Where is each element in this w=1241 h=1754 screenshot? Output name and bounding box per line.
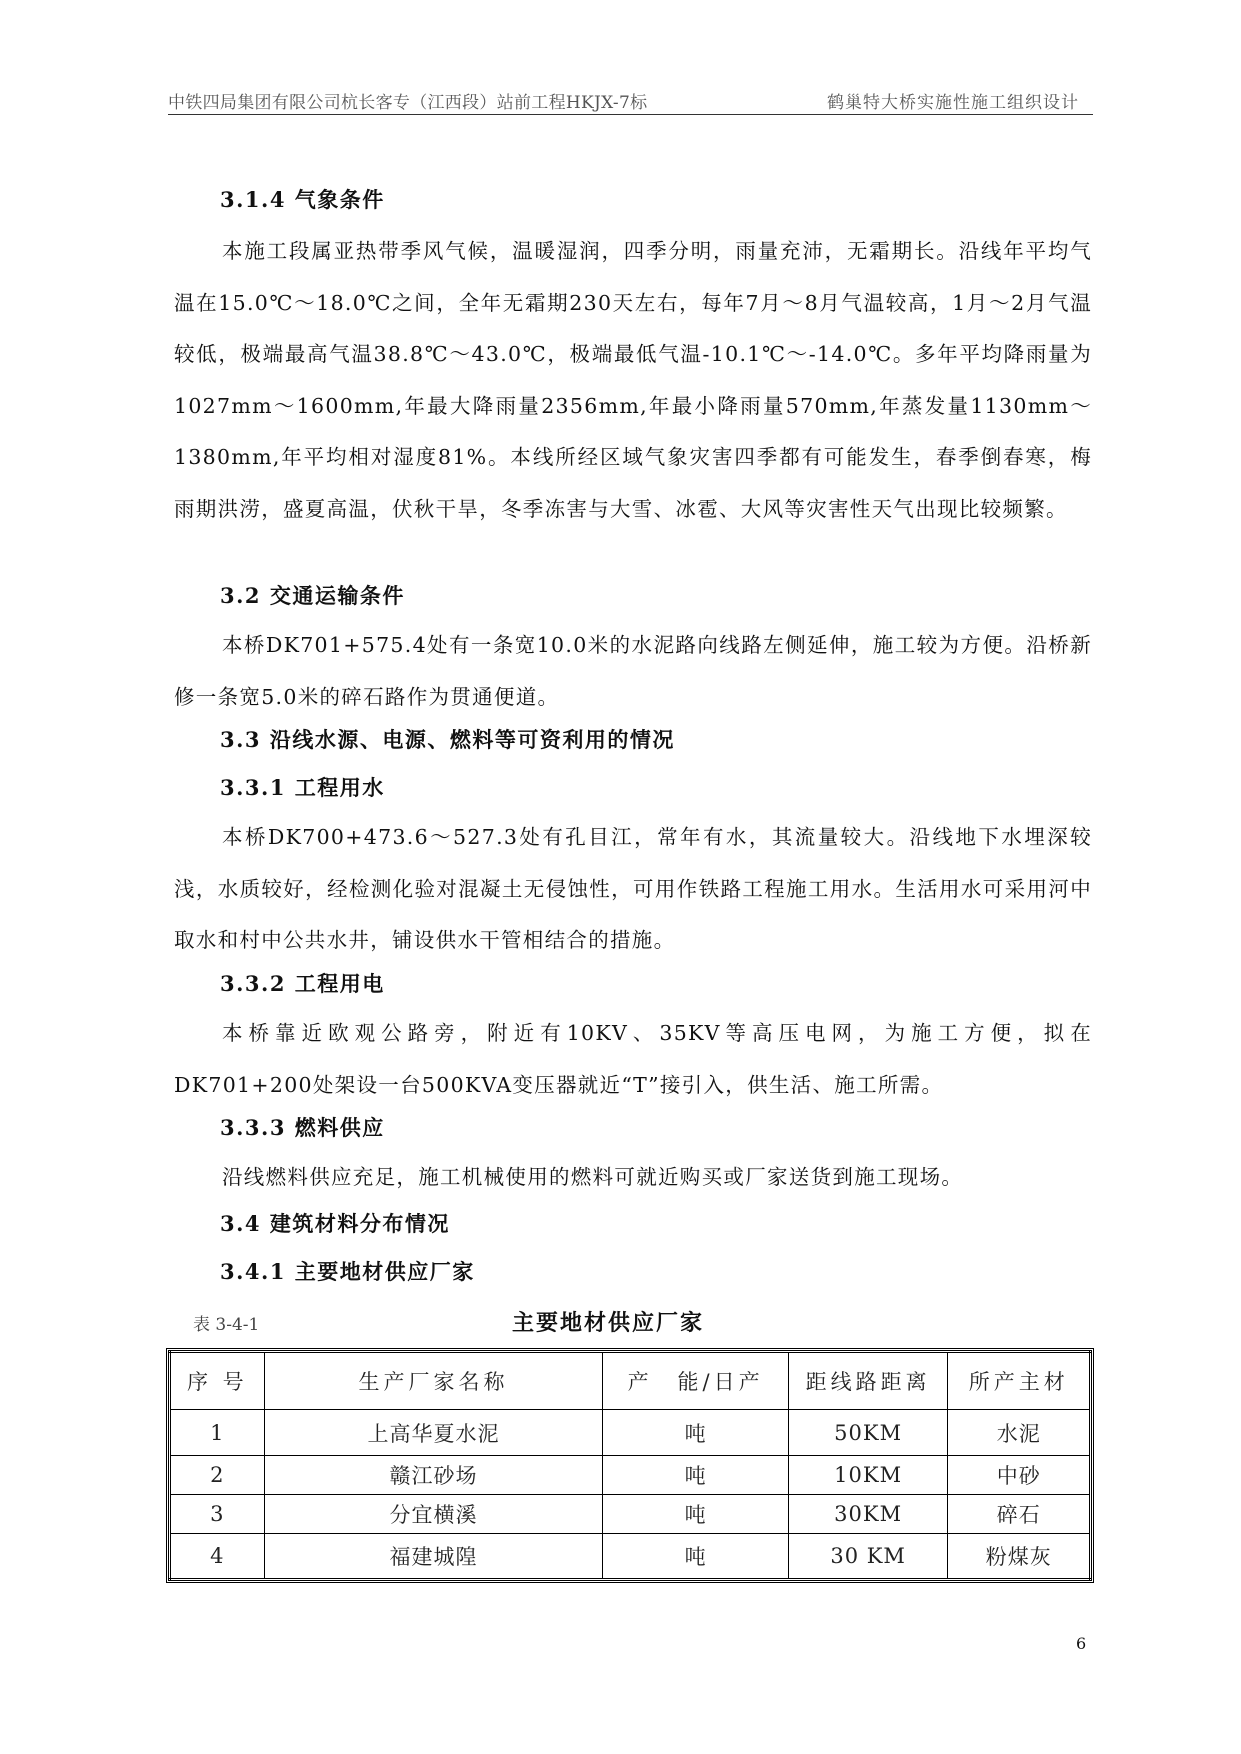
table-title: 主要地材供应厂家 bbox=[512, 1310, 705, 1336]
table-cell: 福建城隍 bbox=[264, 1534, 603, 1580]
heading-3-4-1: 3.4.1 主要地材供应厂家 bbox=[220, 1259, 475, 1284]
table-number: 表 3-4-1 bbox=[193, 1315, 260, 1335]
paragraph-water: 本桥DK700+473.6～527.3处有孔目江，常年有水，其流量较大。沿线地下水埋深较浅，水质较好，经检测化验对混凝土无侵蚀性，可用作铁路工程施工用水。生活用水可采用河中取水和村中公共水井，铺设供水干管相结合的措施。 bbox=[174, 825, 1092, 952]
table-cell: 2 bbox=[170, 1456, 265, 1495]
header-company: 中铁四局集团有限公司杭长客专（江西段）站前工程HKJX-7标 bbox=[168, 93, 648, 113]
table-cell: 30 KM bbox=[788, 1534, 948, 1580]
paragraph-power: 本桥靠近欧观公路旁，附近有10KV、35KV等高压电网，为施工方便，拟在DK701+200处架设一台500KVA变压器就近“T”接引入，供生活、施工所需。 bbox=[174, 1021, 1092, 1097]
paragraph-transport: 本桥DK701+575.4处有一条宽10.0米的水泥路向线路左侧延伸，施工较为方便。沿桥新修一条宽5.0米的碎石路作为贯通便道。 bbox=[174, 633, 1092, 709]
heading-3-3: 3.3 沿线水源、电源、燃料等可资利用的情况 bbox=[220, 727, 675, 752]
table-row bbox=[170, 1534, 1091, 1580]
table-cell: 50KM bbox=[788, 1410, 948, 1456]
table-cell: 碎石 bbox=[948, 1495, 1091, 1534]
table-header-cell: 距线路距离 bbox=[788, 1352, 948, 1410]
paragraph-fuel: 沿线燃料供应充足，施工机械使用的燃料可就近购买或厂家送货到施工现场。 bbox=[222, 1165, 964, 1189]
page-number: 6 bbox=[1076, 1634, 1087, 1653]
table-cell: 1 bbox=[170, 1410, 265, 1456]
heading-3-4: 3.4 建筑材料分布情况 bbox=[220, 1211, 450, 1236]
table-cell: 中砂 bbox=[948, 1456, 1091, 1495]
table-header-cell: 产 能/日产 bbox=[603, 1352, 788, 1410]
table-header-cell: 序 号 bbox=[170, 1352, 265, 1410]
heading-3-3-1: 3.3.1 工程用水 bbox=[220, 775, 385, 800]
table-cell: 分宜横溪 bbox=[264, 1495, 603, 1534]
table-row bbox=[170, 1410, 1091, 1456]
table-cell: 4 bbox=[170, 1534, 265, 1580]
table-cell: 吨 bbox=[603, 1495, 788, 1534]
heading-3-3-3: 3.3.3 燃料供应 bbox=[220, 1115, 385, 1140]
table-header-row bbox=[170, 1352, 1091, 1410]
table-cell: 水泥 bbox=[948, 1410, 1091, 1456]
heading-3-2: 3.2 交通运输条件 bbox=[220, 583, 405, 608]
table-cell: 吨 bbox=[603, 1456, 788, 1495]
table-row bbox=[170, 1456, 1091, 1495]
table-header-cell: 所产主材 bbox=[948, 1352, 1091, 1410]
table-cell: 上高华夏水泥 bbox=[264, 1410, 603, 1456]
table-cell: 3 bbox=[170, 1495, 265, 1534]
table-cell: 赣江砂场 bbox=[264, 1456, 603, 1495]
page-header bbox=[168, 84, 1093, 115]
table-cell: 粉煤灰 bbox=[948, 1534, 1091, 1580]
table-row bbox=[170, 1495, 1091, 1534]
heading-3-3-2: 3.3.2 工程用电 bbox=[220, 971, 385, 996]
suppliers-table bbox=[168, 1350, 1092, 1581]
table-header-cell: 生产厂家名称 bbox=[264, 1352, 603, 1410]
paragraph-climate: 本施工段属亚热带季风气候，温暖湿润，四季分明，雨量充沛，无霜期长。沿线年平均气温在15.0℃～18.0℃之间，全年无霜期230天左右，每年7月～8月气温较高，1月～2月气温较低，极端最高气温38.8℃～43.0℃，极端最低气温-10.1℃～-14.0℃。多年平均降雨量为1027mm～1600mm,年最大降雨量2356mm,年最小降雨量570mm,年蒸发量1130mm～1380mm,年平均相对湿度81%。本线所经区域气象灾害四季都有可能发生，春季倒春寒，梅雨期洪涝，盛夏高温，伏秋干旱，冬季冻害与大雪、冰雹、大风等灾害性天气出现比较频繁。 bbox=[174, 239, 1092, 521]
header-doc-title: 鹤巢特大桥实施性施工组织设计 bbox=[827, 93, 1079, 113]
heading-3-1-4: 3.1.4 气象条件 bbox=[220, 187, 385, 212]
table-cell: 吨 bbox=[603, 1410, 788, 1456]
table-cell: 10KM bbox=[788, 1456, 948, 1495]
table-cell: 吨 bbox=[603, 1534, 788, 1580]
table-cell: 30KM bbox=[788, 1495, 948, 1534]
